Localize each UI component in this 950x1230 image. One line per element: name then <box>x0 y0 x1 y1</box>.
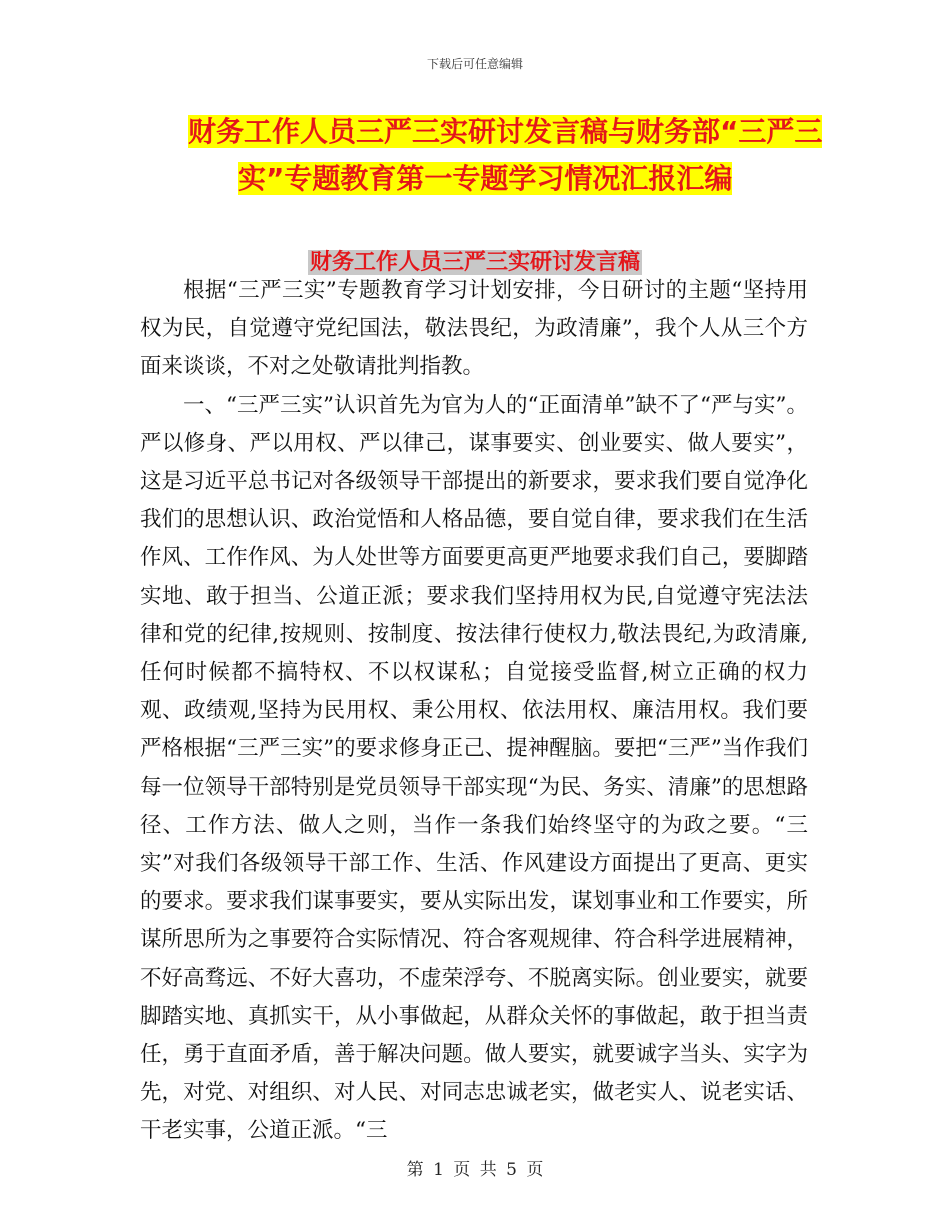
title-line-2-text: 实”专题教育第一专题学习情况汇报汇编 <box>238 162 733 195</box>
title-line-1-text: 财务工作人员三严三实研讨发言稿与财务部“三严三 <box>188 115 823 148</box>
paragraph-1: 根据“三严三实”专题教育学习计划安排，今日研讨的主题“坚持用权为民，自觉遵守党纪国法，敬法畏纪，为政清廉”，我个人从三个方面来谈谈，不对之处敬请批判指教。 <box>140 278 808 380</box>
document-title <box>188 108 823 202</box>
section-title-text: 财务工作人员三严三实研讨发言稿 <box>309 250 640 275</box>
title-line-1 <box>188 108 823 155</box>
body-text <box>140 272 808 1151</box>
paragraph-2: 一、“三严三实”认识首先为官为人的“正面清单”缺不了“严与实”。严以修身、严以用权、严以律己，谋事要实、创业要实、做人要实”，这是习近平总书记对各级领导干部提出的新要求，要求我们要自觉净化我们的思想认识、政治觉悟和人格品德，要自觉自律，要求我们在生活作风、工作作风、为人处世等方面要更高更严地要求我们自己，要脚踏实地、敢于担当、公道正派；要求我们坚持用权为民,自觉遵守宪法法律和党的纪律,按规则、按制度、按法律行使权力,敬法畏纪,为政清廉,任何时候都不搞特权、不以权谋私；自觉接受监督,树立正确的权力观、政绩观,坚持为民用权、秉公用权、依法用权、廉洁用权。我们要严格根据“三严三实”的要求修身正己、提神醒脑。要把“三严”当作我们每一位领导干部特别是党员领导干部实现“为民、务实、清廉”的思想路径、工作方法、做人之则，当作一条我们始终坚守的为政之要。“三实”对我们各级领导干部工作、生活、作风建设方面提出了更高、更实的要求。要求我们谋事要实，要从实际出发，谋划事业和工作要实，所谋所思所为之事要符合实际情况、符合客观规律、符合科学进展精神，不好高骛远、不好大喜功，不虚荣浮夸、不脱离实际。创业要实，就要脚踏实地、真抓实干，从小事做起，从群众关怀的事做起，敢于担当责任，勇于直面矛盾，善于解决问题。做人要实，就要诚字当头、实字为先，对党、对组织、对人民、对同志忠诚老实，做老实人、说老实话、干老实事，公道正派。“三 <box>140 392 808 1144</box>
title-line-2 <box>238 155 808 202</box>
page-footer: 第 1 页 共 5 页 <box>406 1160 544 1180</box>
header-note: 下载后可任意编辑 <box>426 57 523 71</box>
